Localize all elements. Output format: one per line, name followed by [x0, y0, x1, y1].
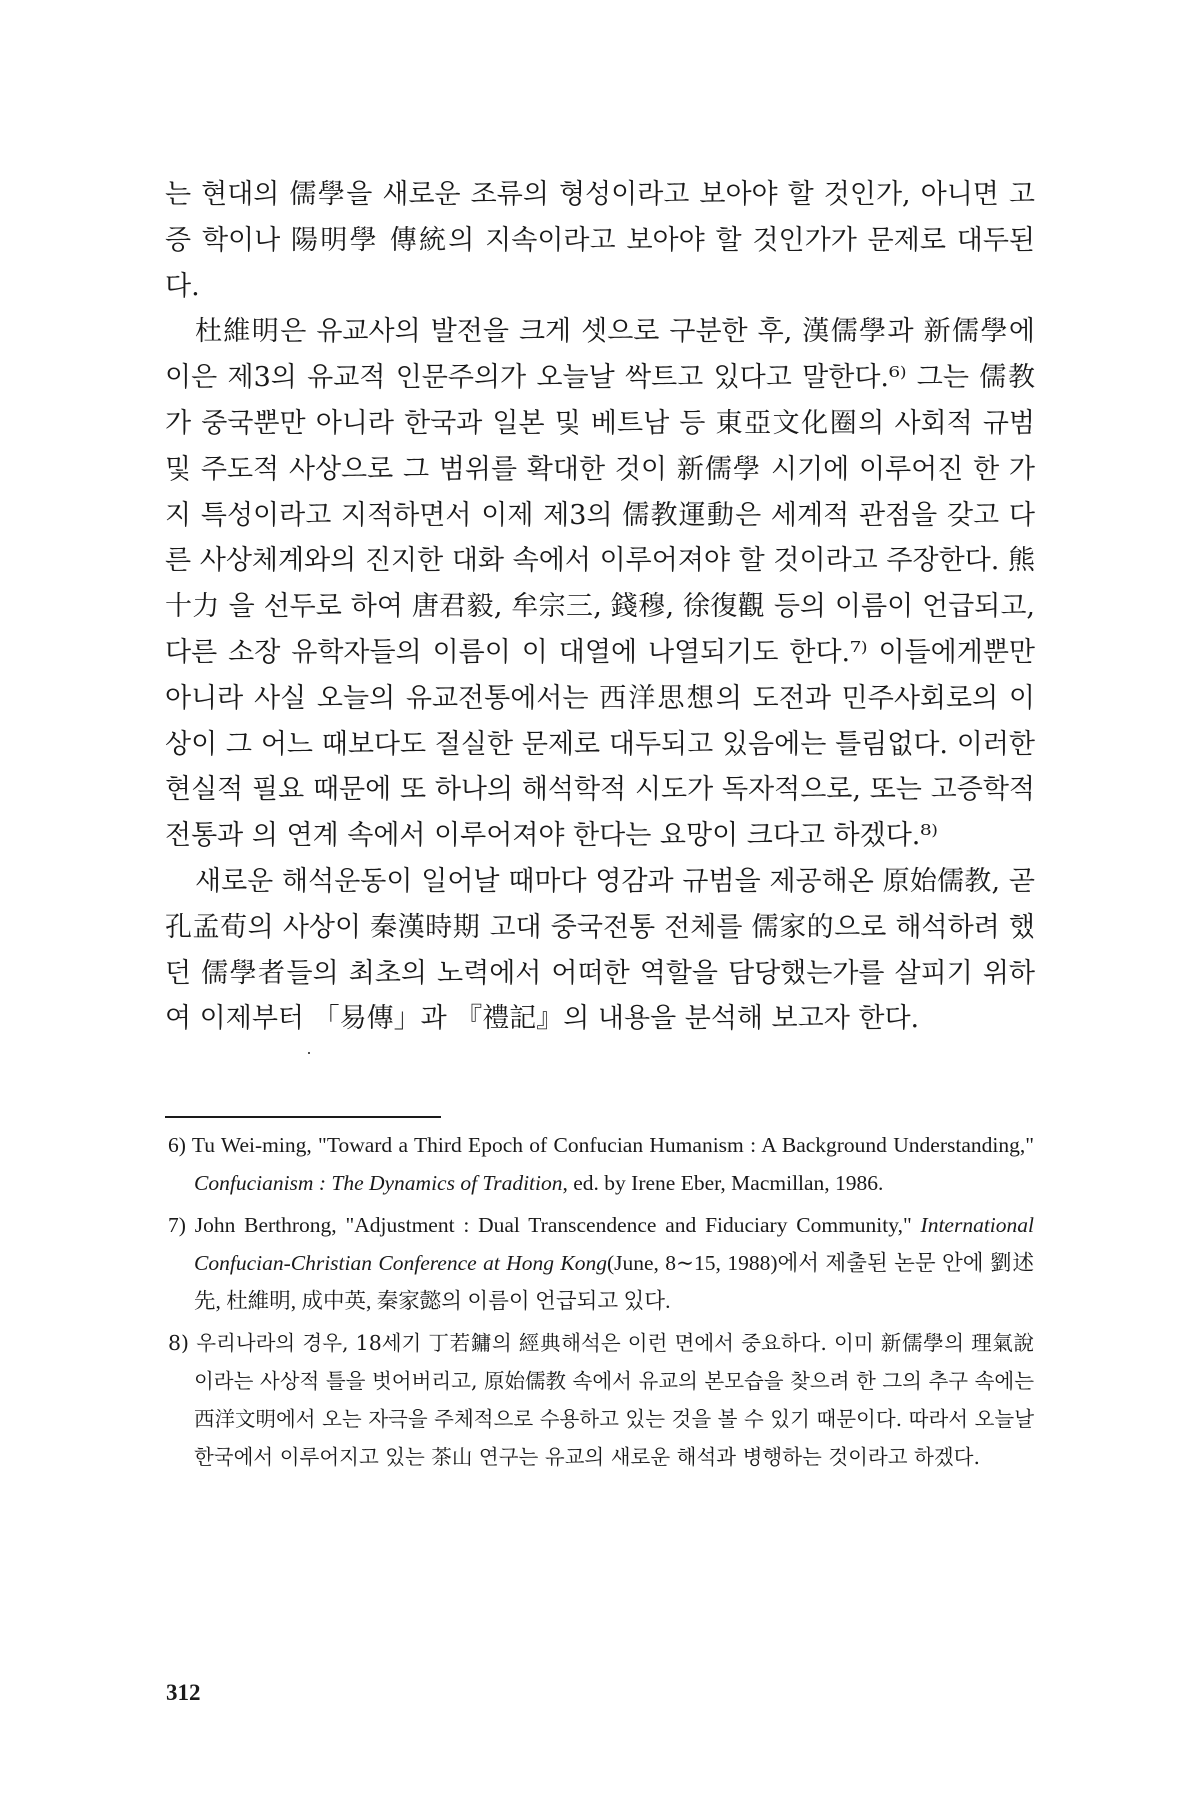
page-number: 312: [166, 1680, 201, 1705]
text-line: 소장 유학자들의 이름이 이 대열에 나열되기도 한다.⁷⁾ 이들에게뿐만 아니라: [165, 636, 1035, 714]
footnote-marker: 8): [168, 1331, 190, 1355]
text-line: 사실 오늘의 유교전통에서는 西洋思想의 도전과 민주사회로의 이상이 그: [165, 682, 1035, 760]
text-line: 杜維明은 유교사의 발전을 크게 셋으로 구분한 후, 漢儒學과 新儒學에: [195, 316, 1035, 348]
footnotes: [168, 1126, 1034, 1480]
text-line: 필요 때문에 또 하나의 해석학적 시도가 독자적으로, 또는 고증학적 전통과: [165, 774, 1035, 852]
text-line: 이은 제3의 유교적 인문주의가 오늘날 싹트고 있다고 말한다.⁶⁾ 그는 儒教가: [165, 362, 1035, 439]
text-line: 의 연계 속에서 이루어져야 한다는 요망이 크다고 하겠다.⁸⁾: [251, 820, 938, 852]
text-line: 주도적 사상으로 그 범위를 확대한 것이 新儒學 시기에 이루어진 한 가지: [165, 453, 1035, 531]
footnote-text: Tu Wei-ming, "Toward a Third Epoch of Confucian Humanism : A Background Understanding,": [185, 1133, 1034, 1157]
text-line: 을 선두로 하여 唐君毅, 牟宗三, 錢穆, 徐復觀 등의 이름이 언급되고, 다른: [165, 591, 1035, 668]
footnote-text: (June, 8∼15, 1988)에서 제출된 논문 안에 劉述先, 杜維明, 成中英, 秦家懿의 이름이 언급되고 있다.: [194, 1251, 1034, 1313]
body-text: [165, 172, 1035, 1042]
footnote-8: [168, 1324, 1034, 1476]
text-line: 여 이제부터 「易傳」과 『禮記』의 내용을 분석해 보고자 한다.: [165, 1003, 920, 1035]
paragraph-1: [165, 172, 1035, 309]
footnote-title: Confucianism : The Dynamics of Tradition: [194, 1171, 563, 1195]
text-line: 새로운 해석운동이 일어날 때마다 영감과 규범을 제공해온 原始儒教,: [195, 865, 1001, 897]
footnote-7: [168, 1206, 1034, 1320]
footnote-6: [168, 1126, 1034, 1202]
text-line: 는 현대의 儒學을 새로운 조류의 형성이라고 보아야 할 것인가, 아니면 고증: [165, 179, 1035, 256]
footnote-marker: 6): [168, 1133, 186, 1157]
text-line: 학이나 陽明學 傳統의 지속이라고 보아야 할 것인가가 문제로 대두된다.: [165, 224, 1035, 302]
paragraph-3: [165, 859, 1035, 1042]
text-line: 했던 儒學者들의 최초의 노력에서 어떠한 역할을 담당했는가를 살피기 위하: [165, 911, 1035, 989]
text-line: 사상체계와의 진지한 대화 속에서 이루어져야 할 것이라고 주장한다. 熊十力: [165, 545, 1035, 623]
text-line: 어느 때보다도 절실한 문제로 대두되고 있음에는 틀림없다. 이러한 현실적: [165, 728, 1035, 806]
footnote-text: 우리나라의 경우, 18세기 丁若鏞의 經典해석은 이런 면에서 중요하다. 이미 新儒學의 理氣說이라는 사상적 틀을 벗어버리고, 原始儒教 속에서 유교의 본모습을 찾으려 한 그의 추구 속에는 西洋文明에서 오는 자극을 주체적으로 수용하고 있는 것을 볼 수 있기 때문이다. 따라서 오늘날 한국에서 이루어지고 있는 茶山 연구는 유교의 새로운 해석과 병행하는 것이라고 하겠다.: [189, 1331, 1035, 1469]
footnote-rule: [165, 1116, 441, 1118]
footnote-marker: 7): [168, 1213, 186, 1237]
paragraph-2: [165, 309, 1035, 859]
text-line: 중국뿐만 아니라 한국과 일본 및 베트남 등 東亞文化圈의 사회적 규범 및: [165, 407, 1035, 485]
text-line: 특성이라고 지적하면서 이제 제3의 儒教運動은 세계적 관점을 갖고 다른: [165, 499, 1035, 577]
stray-ink-dot: [308, 1052, 310, 1054]
text-line: 곧 孔孟荀의 사상이 秦漢時期 고대 중국전통 전체를 儒家的으로 해석하려: [165, 865, 1035, 943]
footnote-title: International Confucian-Christian Conference at Hong Kong: [194, 1213, 1034, 1275]
footnote-text: John Berthrong, "Adjustment : Dual Transcendence and Fiduciary Community,": [185, 1213, 921, 1237]
footnote-text: , ed. by Irene Eber, Macmillan, 1986.: [562, 1171, 884, 1195]
